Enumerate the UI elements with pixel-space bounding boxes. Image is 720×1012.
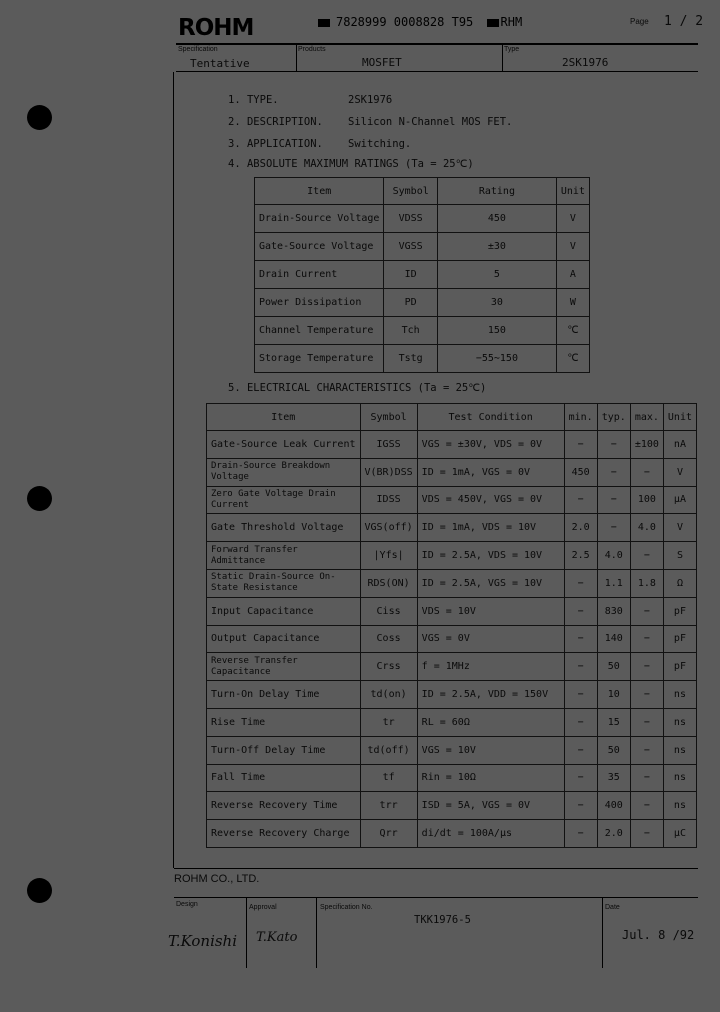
spec-value: Tentative <box>190 57 250 70</box>
table-row <box>207 458 697 486</box>
abs-cell-rating: 450 <box>437 205 556 233</box>
elec-cell-typ: 35 <box>597 764 630 792</box>
table-row <box>255 233 590 261</box>
table-row <box>255 317 590 345</box>
elec-cell-symbol: tr <box>360 708 417 736</box>
elec-cell-symbol: Crss <box>360 653 417 681</box>
elec-cell-max: − <box>630 458 663 486</box>
elec-cell-min: − <box>564 681 597 709</box>
elec-cell-symbol: IDSS <box>360 486 417 514</box>
abs-header-rating: Rating <box>437 178 556 205</box>
table-row <box>207 597 697 625</box>
elec-cell-item: Zero Gate Voltage Drain Current <box>207 486 361 514</box>
elec-cell-condition: VDS = 450V, VGS = 0V <box>417 486 564 514</box>
elec-cell-condition: VGS = ±30V, VDS = 0V <box>417 431 564 459</box>
abs-cell-unit: A <box>556 261 589 289</box>
abs-cell-item: Channel Temperature <box>255 317 384 345</box>
elec-cell-typ: − <box>597 486 630 514</box>
elec-cell-typ: 15 <box>597 708 630 736</box>
table-row <box>255 289 590 317</box>
section-abs-max: 4. ABSOLUTE MAXIMUM RATINGS (Ta = 25℃) <box>228 158 474 170</box>
elec-cell-item: Fall Time <box>207 764 361 792</box>
elec-cell-min: 450 <box>564 458 597 486</box>
elec-cell-condition: VDS = 10V <box>417 597 564 625</box>
elec-cell-min: − <box>564 736 597 764</box>
elec-cell-item: Reverse Recovery Charge <box>207 820 361 848</box>
barcode-suffix: RHM <box>500 15 523 29</box>
elec-cell-typ: − <box>597 514 630 542</box>
elec-cell-item: Reverse Transfer Capacitance <box>207 653 361 681</box>
elec-cell-max: − <box>630 792 663 820</box>
elec-cell-max: 4.0 <box>630 514 663 542</box>
type-label: Type <box>504 46 520 53</box>
abs-max-table <box>254 177 590 373</box>
elec-cell-max: − <box>630 820 663 848</box>
elec-cell-item: Gate Threshold Voltage <box>207 514 361 542</box>
abs-header-unit: Unit <box>556 178 589 205</box>
section-type: 1. TYPE. <box>228 94 279 106</box>
elec-cell-max: − <box>630 597 663 625</box>
design-signature: T.Konishi <box>168 932 238 950</box>
footer-divider <box>246 898 247 968</box>
elec-header-max: max. <box>630 404 663 431</box>
elec-cell-min: 2.5 <box>564 542 597 570</box>
elec-cell-unit: S <box>663 542 696 570</box>
elec-cell-max: − <box>630 736 663 764</box>
elec-cell-condition: ID = 1mA, VDS = 10V <box>417 514 564 542</box>
table-row <box>207 736 697 764</box>
table-row <box>207 681 697 709</box>
table-row <box>207 569 697 597</box>
elec-cell-condition: ID = 2.5A, VDS = 10V <box>417 542 564 570</box>
abs-cell-item: Gate-Source Voltage <box>255 233 384 261</box>
abs-cell-item: Drain-Source Voltage <box>255 205 384 233</box>
punch-hole-icon <box>27 105 52 130</box>
abs-cell-unit: V <box>556 205 589 233</box>
elec-cell-min: − <box>564 792 597 820</box>
elec-cell-item: Input Capacitance <box>207 597 361 625</box>
elec-cell-min: − <box>564 431 597 459</box>
products-label: Products <box>298 46 326 53</box>
elec-cell-typ: 830 <box>597 597 630 625</box>
elec-cell-symbol: td(off) <box>360 736 417 764</box>
elec-cell-condition: ISD = 5A, VGS = 0V <box>417 792 564 820</box>
abs-cell-rating: ±30 <box>437 233 556 261</box>
elec-cell-max: − <box>630 542 663 570</box>
page-label: Page <box>630 17 649 26</box>
barcode-text: 7828999 0008828 T95 <box>336 15 474 29</box>
section-description: 2. DESCRIPTION. <box>228 116 323 128</box>
elec-header-condition: Test Condition <box>417 404 564 431</box>
abs-header-item: Item <box>255 178 384 205</box>
elec-cell-item: Turn-Off Delay Time <box>207 736 361 764</box>
barcode-block-icon <box>318 19 330 27</box>
elec-cell-min: − <box>564 708 597 736</box>
abs-header-symbol: Symbol <box>384 178 438 205</box>
footer-divider <box>316 898 317 968</box>
elec-cell-max: − <box>630 625 663 653</box>
table-row <box>255 261 590 289</box>
abs-cell-unit: W <box>556 289 589 317</box>
abs-cell-symbol: Tch <box>384 317 438 345</box>
page-number: 1 / 2 <box>664 14 704 29</box>
elec-cell-typ: − <box>597 431 630 459</box>
table-row <box>207 625 697 653</box>
elec-cell-min: − <box>564 625 597 653</box>
elec-cell-min: 2.0 <box>564 514 597 542</box>
approval-signature: T.Kato <box>256 930 298 945</box>
abs-cell-unit: V <box>556 233 589 261</box>
elec-cell-typ: 50 <box>597 736 630 764</box>
abs-cell-symbol: Tstg <box>384 345 438 373</box>
elec-cell-symbol: VGS(off) <box>360 514 417 542</box>
elec-cell-condition: Rin = 10Ω <box>417 764 564 792</box>
abs-cell-rating: −55∼150 <box>437 345 556 373</box>
elec-cell-unit: nA <box>663 431 696 459</box>
elec-cell-unit: pF <box>663 625 696 653</box>
type-value: 2SK1976 <box>562 56 609 69</box>
footer-box-rule <box>174 897 698 898</box>
elec-cell-unit: V <box>663 458 696 486</box>
punch-hole-icon <box>27 878 52 903</box>
elec-cell-typ: 4.0 <box>597 542 630 570</box>
section-application: 3. APPLICATION. <box>228 138 323 150</box>
section-type-value: 2SK1976 <box>348 94 393 106</box>
elec-cell-item: Static Drain-Source On-State Resistance <box>207 569 361 597</box>
elec-cell-item: Reverse Recovery Time <box>207 792 361 820</box>
date-label: Date <box>605 904 620 911</box>
table-row <box>207 764 697 792</box>
design-label: Design <box>176 901 198 908</box>
abs-cell-item: Power Dissipation <box>255 289 384 317</box>
elec-cell-item: Output Capacitance <box>207 625 361 653</box>
elec-cell-unit: μC <box>663 820 696 848</box>
elec-cell-item: Gate-Source Leak Current <box>207 431 361 459</box>
elec-cell-symbol: td(on) <box>360 681 417 709</box>
table-row <box>207 653 697 681</box>
elec-cell-typ: 50 <box>597 653 630 681</box>
table-row <box>207 486 697 514</box>
abs-cell-rating: 150 <box>437 317 556 345</box>
elec-cell-max: 100 <box>630 486 663 514</box>
elec-cell-min: − <box>564 653 597 681</box>
elec-cell-symbol: Ciss <box>360 597 417 625</box>
elec-cell-item: Forward Transfer Admittance <box>207 542 361 570</box>
elec-cell-typ: 1.1 <box>597 569 630 597</box>
elec-cell-unit: μA <box>663 486 696 514</box>
elec-header-typ: typ. <box>597 404 630 431</box>
elec-cell-item: Turn-On Delay Time <box>207 681 361 709</box>
elec-cell-max: 1.8 <box>630 569 663 597</box>
elec-cell-unit: V <box>663 514 696 542</box>
abs-cell-symbol: ID <box>384 261 438 289</box>
punch-hole-icon <box>27 486 52 511</box>
header-divider <box>296 45 297 71</box>
products-value: MOSFET <box>362 56 402 69</box>
elec-cell-min: − <box>564 820 597 848</box>
approval-label: Approval <box>249 904 277 911</box>
elec-header-unit: Unit <box>663 404 696 431</box>
section-electrical: 5. ELECTRICAL CHARACTERISTICS (Ta = 25℃) <box>228 382 487 394</box>
elec-cell-symbol: tf <box>360 764 417 792</box>
elec-header-symbol: Symbol <box>360 404 417 431</box>
abs-cell-symbol: VGSS <box>384 233 438 261</box>
section-description-value: Silicon N-Channel MOS FET. <box>348 116 513 128</box>
abs-cell-symbol: PD <box>384 289 438 317</box>
abs-cell-symbol: VDSS <box>384 205 438 233</box>
elec-cell-item: Rise Time <box>207 708 361 736</box>
abs-cell-rating: 5 <box>437 261 556 289</box>
elec-cell-unit: ns <box>663 792 696 820</box>
elec-cell-condition: ID = 2.5A, VGS = 10V <box>417 569 564 597</box>
elec-cell-unit: Ω <box>663 569 696 597</box>
elec-cell-typ: 140 <box>597 625 630 653</box>
elec-cell-min: − <box>564 569 597 597</box>
elec-cell-unit: pF <box>663 597 696 625</box>
electrical-table <box>206 403 697 848</box>
header-divider <box>502 45 503 71</box>
table-row <box>207 514 697 542</box>
elec-cell-item: Drain-Source Breakdown Voltage <box>207 458 361 486</box>
elec-cell-typ: 10 <box>597 681 630 709</box>
table-row <box>207 431 697 459</box>
barcode-block-icon <box>487 19 499 27</box>
table-row <box>255 345 590 373</box>
header-rule-top <box>176 43 698 45</box>
elec-cell-condition: ID = 1mA, VGS = 0V <box>417 458 564 486</box>
rohm-logo: ROHM <box>178 15 254 41</box>
specno-value: TKK1976-5 <box>414 914 471 926</box>
elec-cell-max: − <box>630 708 663 736</box>
abs-cell-item: Storage Temperature <box>255 345 384 373</box>
elec-cell-condition: VGS = 0V <box>417 625 564 653</box>
elec-header-item: Item <box>207 404 361 431</box>
elec-cell-typ: − <box>597 458 630 486</box>
elec-cell-condition: VGS = 10V <box>417 736 564 764</box>
page-left-border <box>173 72 174 868</box>
elec-cell-min: − <box>564 486 597 514</box>
footer-rule <box>174 868 698 869</box>
elec-cell-typ: 400 <box>597 792 630 820</box>
elec-cell-unit: ns <box>663 681 696 709</box>
header-rule-bottom <box>176 71 698 72</box>
elec-cell-symbol: trr <box>360 792 417 820</box>
table-row <box>207 820 697 848</box>
table-row <box>255 205 590 233</box>
barcode-strip <box>318 15 522 29</box>
elec-cell-condition: RL = 60Ω <box>417 708 564 736</box>
table-row <box>207 792 697 820</box>
elec-cell-min: − <box>564 764 597 792</box>
company-name: ROHM CO., LTD. <box>174 873 260 885</box>
elec-cell-max: ±100 <box>630 431 663 459</box>
elec-header-min: min. <box>564 404 597 431</box>
elec-cell-symbol: |Yfs| <box>360 542 417 570</box>
elec-cell-max: − <box>630 681 663 709</box>
elec-cell-unit: pF <box>663 653 696 681</box>
elec-cell-symbol: IGSS <box>360 431 417 459</box>
specno-label: Specification No. <box>320 904 373 911</box>
elec-cell-symbol: Qrr <box>360 820 417 848</box>
abs-cell-rating: 30 <box>437 289 556 317</box>
section-application-value: Switching. <box>348 138 412 150</box>
elec-cell-max: − <box>630 764 663 792</box>
elec-cell-unit: ns <box>663 764 696 792</box>
elec-cell-condition: ID = 2.5A, VDD = 150V <box>417 681 564 709</box>
elec-cell-symbol: Coss <box>360 625 417 653</box>
elec-cell-min: − <box>564 597 597 625</box>
elec-cell-max: − <box>630 653 663 681</box>
table-row <box>207 708 697 736</box>
elec-cell-symbol: RDS(ON) <box>360 569 417 597</box>
abs-cell-unit: ℃ <box>556 345 589 373</box>
elec-cell-symbol: V(BR)DSS <box>360 458 417 486</box>
elec-cell-condition: f = 1MHz <box>417 653 564 681</box>
spec-label: Specification <box>178 46 218 53</box>
elec-cell-typ: 2.0 <box>597 820 630 848</box>
abs-cell-unit: ℃ <box>556 317 589 345</box>
date-value: Jul. 8 /92 <box>622 928 695 942</box>
abs-cell-item: Drain Current <box>255 261 384 289</box>
footer-divider <box>602 898 603 968</box>
elec-cell-condition: di/dt = 100A/μs <box>417 820 564 848</box>
elec-cell-unit: ns <box>663 736 696 764</box>
table-row <box>207 542 697 570</box>
elec-cell-unit: ns <box>663 708 696 736</box>
